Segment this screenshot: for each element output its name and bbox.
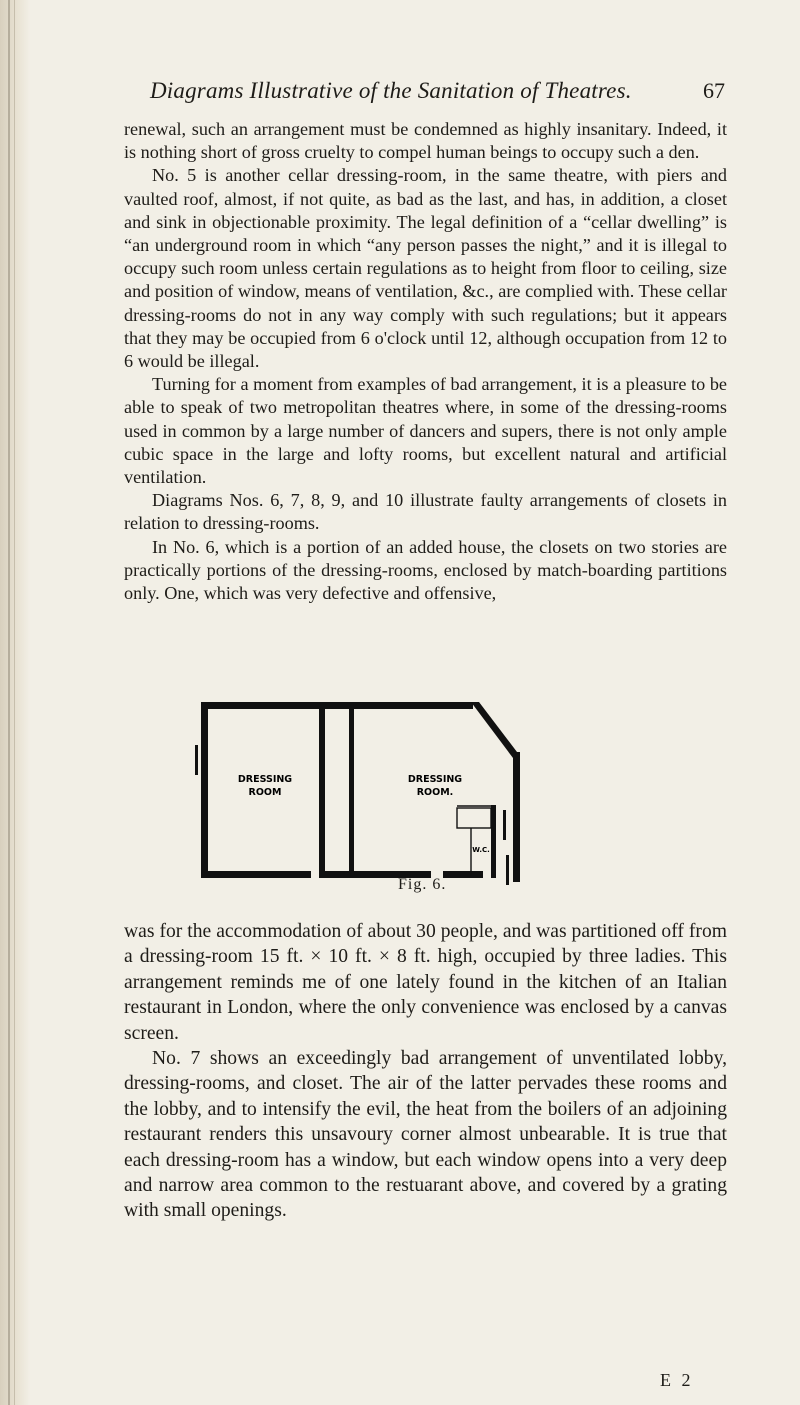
- plan-wall: [443, 871, 483, 878]
- paragraph: Turning for a moment from examples of bad arrangement, it is a pleasure to be able to speak of two metropolitan theatres where, in some of the dressing-rooms used in common by a large number of dancers and supers, there is not only ample cubic space in the large and lofty rooms, but excellent natural and artificial ventilation.: [124, 374, 727, 488]
- figure-caption: Fig. 6.: [398, 876, 447, 893]
- page-binding-edge: [0, 0, 30, 1405]
- body-text-upper: [124, 118, 727, 605]
- paragraph: was for the accommodation of about 30 people, and was partitioned off from a dressing-room 15 ft. × 10 ft. × 8 ft. high, occupied by three ladies. This arrangement reminds me of one lately found in the kitchen of an Italian restaurant in London, where the only convenience was enclosed by a canvas screen.: [124, 921, 727, 1044]
- signature-mark: E 2: [660, 1370, 694, 1390]
- plan-wall: [513, 752, 520, 882]
- body-text-lower: [124, 919, 727, 1224]
- plan-wall: [205, 702, 473, 709]
- page-header: [95, 78, 725, 110]
- floor-plan-figure: [195, 690, 535, 890]
- room-label: ROOM: [248, 787, 282, 798]
- plan-partition: [319, 709, 325, 878]
- plan-partition: [349, 709, 354, 878]
- plan-window: [195, 745, 198, 775]
- plan-window: [506, 855, 509, 885]
- running-title: Diagrams Illustrative of the Sanitation of Theatres.: [150, 78, 632, 103]
- room-label: ROOM.: [416, 787, 454, 798]
- plan-wall: [201, 871, 311, 878]
- paragraph: No. 5 is another cellar dressing-room, in the same theatre, with piers and vaulted roof, almost, if not quite, as bad as the last, and has, in addition, a closet and sink in objectionable proximity. The legal definition of a “cellar dwelling” is “an underground room in which “any person passes the night,” and it is illegal to occupy such room unless certain regulations as to height from floor to ceiling, size and position of window, means of ventilation, &c., are complied with. These cellar dressing-rooms do not in any way comply with such regulations; but it appears that they may be occupied from 6 o'clock until 12, although occupation from 12 to 6 would be illegal.: [124, 165, 727, 372]
- plan-partition: [491, 805, 496, 878]
- paragraph: Diagrams Nos. 6, 7, 8, 9, and 10 illustrate faulty arrangements of closets in relation to dressing-rooms.: [124, 490, 727, 534]
- plan-wall: [201, 702, 208, 878]
- paragraph: No. 7 shows an exceedingly bad arrangement of unventilated lobby, dressing-rooms, and closet. The air of the latter pervades these rooms and the lobby, and to intensify the evil, the heat from the boilers of an adjoining restaurant renders this unsavoury corner almost unbearable. It is true that each dressing-room has a window, but each window opens into a very deep and narrow area common to the restuarant above, and covered by a grating with small openings.: [124, 1048, 727, 1222]
- plan-wall: [471, 702, 517, 758]
- paragraph: In No. 6, which is a portion of an added house, the closets on two stories are practically portions of the dressing-rooms, enclosed by match-boarding partitions only. One, which was very defective and offensive,: [124, 536, 727, 604]
- paragraph: renewal, such an arrangement must be condemned as highly insanitary. Indeed, it is nothing short of gross cruelty to compel human beings to occupy such a den.: [124, 119, 727, 163]
- room-label: DRESSING: [407, 774, 463, 785]
- room-label: DRESSING: [237, 774, 293, 785]
- wc-label: W.C.: [472, 846, 490, 854]
- page-number: 67: [703, 78, 725, 103]
- plan-window: [503, 810, 506, 840]
